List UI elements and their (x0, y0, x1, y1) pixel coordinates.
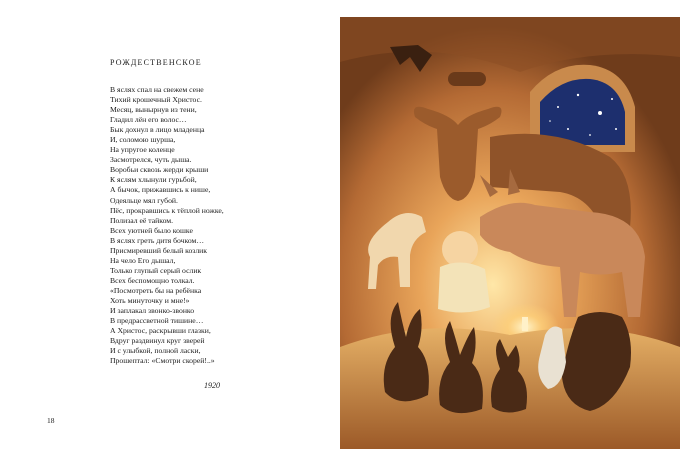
poem-line: Месяц, вынырнув из тени, (110, 105, 197, 115)
candle (522, 317, 528, 331)
poem-line: Бык дохнул в лицо младенца (110, 125, 205, 135)
poem-line: «Посмотреть бы на ребёнка (110, 285, 202, 295)
nativity-illustration-art (340, 17, 680, 449)
poem-line: Всех уютней было кошке (110, 225, 193, 235)
poem-body (110, 85, 270, 366)
poem-line: Гладил лён его волос… (110, 115, 187, 125)
page-number: 18 (47, 416, 55, 425)
poem-line: А бычок, прижавшись к нише, (110, 185, 211, 195)
poem-line: В предрассветной тишине… (110, 316, 204, 326)
poem-line: И, соломою шурша, (110, 135, 176, 145)
poem-line: И с улыбкой, полной ласки, (110, 346, 201, 356)
poem-line: Вдруг раздвинул круг зверей (110, 336, 205, 346)
poem-line: Прошептал: «Смотри скорей!..» (110, 356, 215, 366)
poem-line: И заплакал звонко-звонко (110, 306, 195, 316)
poem-line: Всех беспомощно толкал. (110, 275, 195, 285)
poem-line: Полизал её тайком. (110, 215, 174, 225)
poem-line: В яслях спал на свежем сене (110, 85, 204, 94)
poem-line: На чело Его дышал, (110, 255, 176, 265)
poem-title: РОЖДЕСТВЕНСКОЕ (110, 58, 202, 67)
poem-line: Одеяльце мял губой. (110, 195, 178, 205)
poem-line: Засмотрелся, чуть дыша. (110, 155, 192, 165)
poem-line: Пёс, прокравшись к тёплой ножке, (110, 205, 224, 215)
poem-line: Хоть минуточку и мне!» (110, 295, 190, 305)
poem-year: 1920 (204, 381, 220, 390)
poem-line: Только глупый серый ослик (110, 265, 202, 275)
poem-line: Тихий крошечный Христос. (110, 95, 202, 105)
poem-line: На упругое коленце (110, 145, 175, 155)
poem-line: К яслям хлынули гурьбой, (110, 175, 197, 185)
poem-line: Воробьи сквозь жерди крыши (110, 165, 209, 175)
poem-line: А Христос, раскрывши глазки, (110, 326, 211, 336)
hanging-lantern (448, 72, 486, 86)
poem-line: Присмиревший белый козлик (110, 245, 208, 255)
poem-line: В яслях греть дитя бочком… (110, 235, 205, 245)
nativity-illustration (340, 17, 680, 449)
